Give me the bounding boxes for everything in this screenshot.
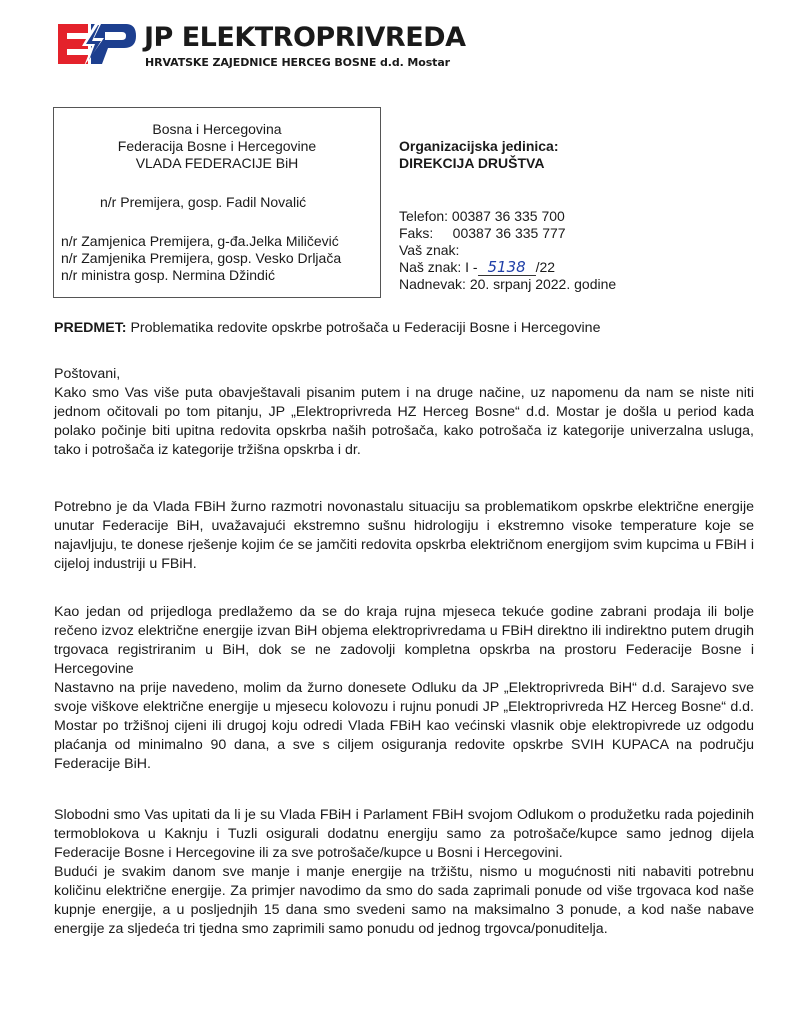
handwritten-reference-number: 5138 bbox=[478, 260, 536, 276]
org-unit-name: DIREKCIJA DRUŠTVA bbox=[399, 155, 545, 171]
subject-line bbox=[54, 320, 600, 336]
paragraph: Budući je svakim danom sve manje i manje energije na tržištu, nismo u mogućnosti niti nabaviti potrebnu količinu električne energije. Za primjer navodimo da smo do sada zaprimali ponude od više trgovaca kod naše kupnje energije, a u posljednjih 15 dana smo svedeni samo na maksimalno 3 ponude, a kod naše nabave energije za sljedeća tri tjedna smo zaprimili samo ponudu od jednog trgovca/ponuditelja. bbox=[54, 864, 754, 937]
company-name: JP ELEKTROPRIVREDA bbox=[144, 22, 466, 53]
company-subtitle: HRVATSKE ZAJEDNICE HERCEG BOSNE d.d. Mostar bbox=[145, 56, 450, 69]
attn-line: n/r ministra gosp. Nermina Džindić bbox=[61, 267, 275, 283]
contact-block bbox=[399, 208, 616, 293]
our-reference-suffix: /22 bbox=[535, 259, 556, 275]
fax: Faks: 00387 36 335 777 bbox=[399, 225, 566, 241]
salutation: Poštovani, bbox=[54, 366, 121, 382]
org-unit-block bbox=[399, 138, 559, 172]
paragraph: Potrebno je da Vlada FBiH žurno razmotri novonastalu situaciju sa problematikom opskrbe električne energije unutar Federacije BiH, uvažavajući ekstremno sušnu hidrologiju i ekstremno visoke temperature koje se najavljuju, te donese rješenje kojim će se jamčiti redovita opskrba električnom energijom svim kupcima u FBiH i cijeloj industriji u FBiH. bbox=[54, 499, 754, 572]
document-date: Nadnevak: 20. srpanj 2022. godine bbox=[399, 276, 617, 292]
recipient-line: Federacija Bosne i Hercegovine bbox=[117, 138, 317, 154]
attn-line: n/r Zamjenica Premijera, g-đa.Jelka Miličević bbox=[61, 233, 339, 249]
recipient-line: VLADA FEDERACIJE BiH bbox=[135, 155, 299, 171]
paragraph: Nastavno na prije navedeno, molim da žurno donesete Odluku da JP „Elektroprivreda BiH“ d.d. Sarajevo sve svoje viškove električne energije u mjesecu kolovozu i rujnu ponudi JP „Elektroprivreda HZ Herceg Bosne“ d.d. Mostar po tržišnoj cijeni ili drugoj koju odredi Vlada FBiH kao većinski vlasnik obje elektropivrede uz odgodu plaćanja od minimalno 90 dana, a sve s ciljem osiguranja redovite opskrbe SVIH KUPACA na području Federacije BiH. bbox=[54, 680, 754, 772]
paragraph: Kako smo Vas više puta obavještavali pisanim putem i na druge načine, uz napomenu da nam se niste niti jednom očitovali po tom pitanju, JP „Elektroprivreda HZ Herceg Bosne“ d.d. Mostar je došla u period kada polako počinje biti upitna redovita opskrba naših potrošača, kako potrošača iz kategorije univerzalna usluga, tako i potrošača iz kategorije tržišna opskrba i dr. bbox=[54, 385, 754, 458]
subject-text: Problematika redovite opskrbe potrošača u Federaciji Bosne i Hercegovine bbox=[126, 320, 601, 336]
our-reference bbox=[399, 259, 616, 276]
letterhead bbox=[58, 20, 466, 72]
paragraph: Slobodni smo Vas upitati da li je su Vlada FBiH i Parlament FBiH svojom Odlukom o produžetku rada pojedinih termoblokova u Kaknju i Tuzli osigurali dodatnu energiju samo za potrošače/kupce samo jednog dijela Federacije Bosne i Hercegovine ili za sve potrošače/kupce u Bosni i Hercegovini. bbox=[54, 807, 754, 861]
our-reference-prefix: Naš znak: I - bbox=[399, 259, 478, 275]
letter-body-3 bbox=[54, 603, 754, 774]
subject-label: PREDMET: bbox=[54, 320, 127, 336]
company-logo bbox=[58, 20, 136, 68]
attn-line: n/r Zamjenika Premijera, gosp. Vesko Drljača bbox=[61, 250, 342, 266]
org-unit-label: Organizacijska jedinica: bbox=[399, 138, 559, 154]
paragraph: Kao jedan od prijedloga predlažemo da se do kraja rujna mjeseca tekuće godine zabrani prodaja ili bolje rečeno izvoz električne energije izvan BiH objema elektroprivredama u FBiH direktno ili indirektno putem drugih trgovaca registriranim u BiH, dok se ne zadovolji kompletna opskrba na prostoru Federacije Bosne i Hercegovine bbox=[54, 604, 754, 677]
phone: Telefon: 00387 36 335 700 bbox=[399, 208, 565, 224]
letter-body-4 bbox=[54, 806, 754, 939]
recipient-address-box bbox=[53, 107, 381, 298]
letter-body-2 bbox=[54, 498, 754, 574]
recipient-line: Bosna i Hercegovina bbox=[152, 121, 282, 137]
letter-body-1 bbox=[54, 365, 754, 460]
attn-premier: n/r Premijera, gosp. Fadil Novalić bbox=[100, 194, 307, 210]
your-reference: Vaš znak: bbox=[399, 242, 460, 258]
